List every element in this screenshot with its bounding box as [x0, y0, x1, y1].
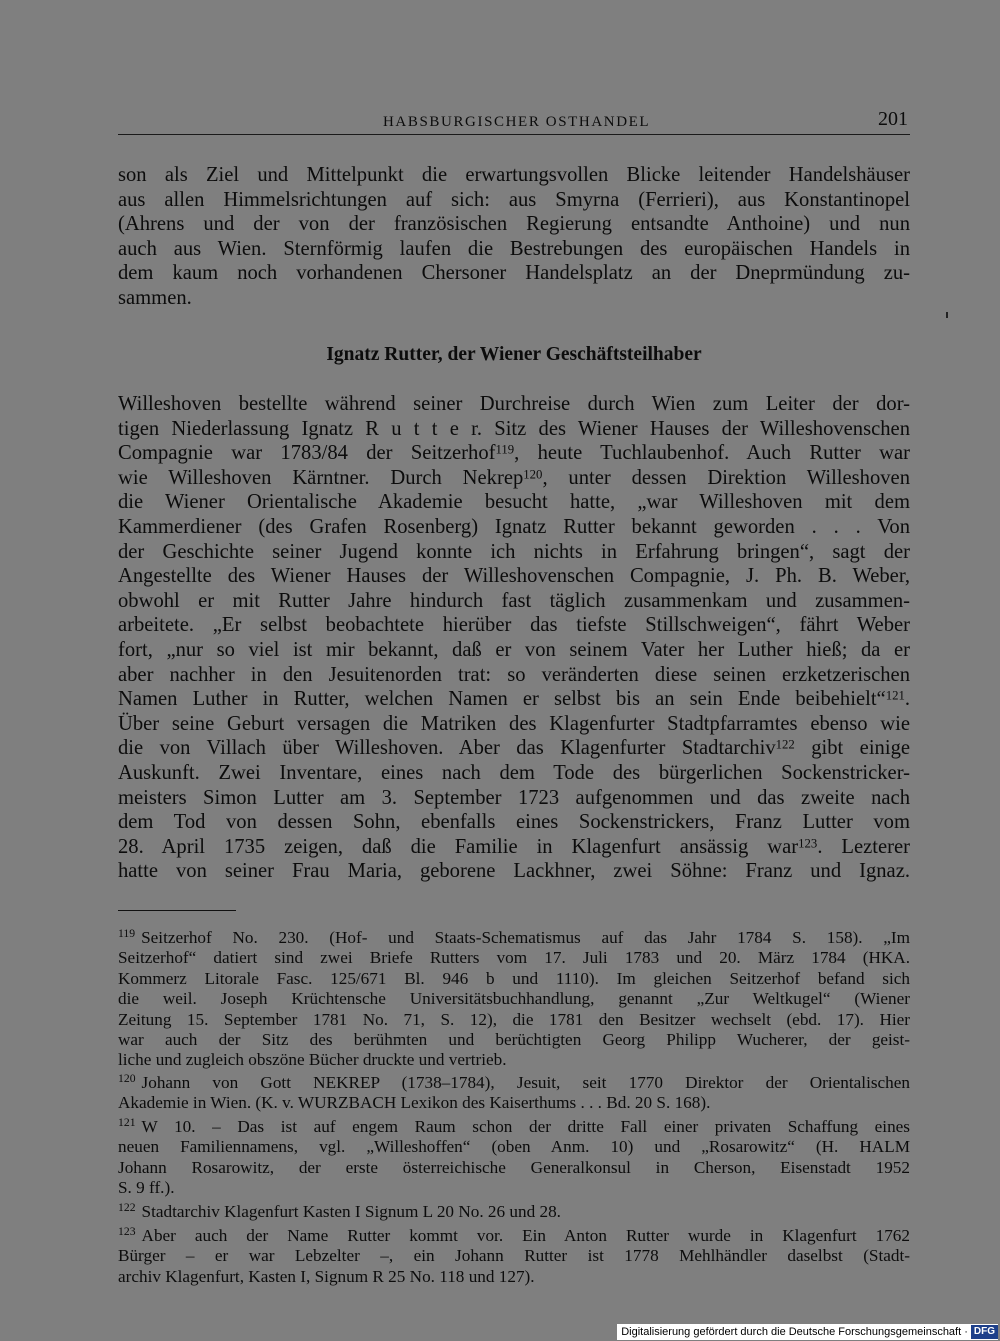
text-line: neuen Familiennamens, vgl. „Willeshoffen“ (oben Anm. 10) und „Rosarowitz“ (H. HALM: [118, 1137, 910, 1157]
text-line: $^{122}$ Stadtarchiv Klagenfurt Kasten I Signum L 20 No. 26 und 28.: [118, 1201, 561, 1221]
paragraph-continuation: [118, 163, 910, 311]
text-line: die Wiener Orientalische Akademie besucht hatte, „war Willeshoven mit dem: [118, 491, 910, 514]
footnote-ref: 122: [775, 737, 795, 752]
text-line: Johann Rosarowitz, der erste österreichische Generalkonsul in Cherson, Eisenstadt 1952: [118, 1157, 910, 1177]
text-line: dem Tod von dessen Sohn, ebenfalls eines Sockenstrickers, Franz Lutter vom: [118, 811, 910, 834]
text-line: obwohl er mit Rutter Jahre hindurch fast täglich zusammenkam und zusammen-: [118, 589, 910, 612]
footnote-120: [118, 1073, 910, 1114]
footnote-number: 121: [118, 1116, 136, 1130]
text-line: sammen.: [118, 286, 192, 309]
dfg-logo-icon: DFG: [971, 1325, 998, 1339]
footnote-123: [118, 1226, 910, 1287]
text-line: Zeitung 15. September 1781 No. 71, S. 12), die 1781 den Besitzer wechselt (ebd. 17). Hier: [118, 1009, 910, 1029]
text-line: fort, „nur so viel ist mir bekannt, daß er von seinem Vater her Luther hieß; da er: [118, 638, 910, 661]
text-line: die weil. Joseph Krüchtensche Universitätsbuchhandlung, genannt „Zur Weltkugel“ (Wiener: [118, 989, 910, 1009]
text-line: $^{123}$ Aber auch der Name Rutter kommt vor. Ein Anton Rutter wurde in Klagenfurt 1762: [118, 1225, 910, 1245]
footnote-rule: [118, 910, 236, 911]
text-line: Akademie in Wien. (K. v. WURZBACH Lexikon des Kaiserthums . . . Bd. 20 S. 168).: [118, 1093, 711, 1113]
footnote-122: [118, 1202, 910, 1222]
footnote-number: 123: [118, 1225, 136, 1239]
text-line: war auch der Sitz des berühmten und berüchtigten Georg Philipp Wucherer, der geist-: [118, 1030, 910, 1050]
text-line: Kammerdiener (des Grafen Rosenberg) Ignatz Rutter bekannt geworden . . . Von: [118, 515, 910, 538]
text-line: Willeshoven bestellte während seiner Durchreise durch Wien zum Leiter der dor-: [118, 393, 910, 415]
text-line: wie Willeshoven Kärntner. Durch Nekrep$^{120}$, unter dessen Direktion Willeshoven: [118, 466, 910, 489]
text-line: son als Ziel und Mittelpunkt die erwartungsvollen Blicke leitender Handelshäuser: [118, 164, 910, 186]
text-line: Namen Luther in Rutter, welchen Namen er selbst bis an sein Ende beibehielt“$^{121}$.: [118, 688, 910, 711]
text-line: aus allen Himmelsrichtungen auf sich: aus Smyrna (Ferrieri), aus Konstantinopel: [118, 188, 910, 211]
text-line: Bürger – er war Lebzelter –, ein Johann Rutter ist 1778 Mehlhändler daselbst (Stadt-: [118, 1246, 910, 1266]
text-line: dem kaum noch vorhandenen Chersoner Handelsplatz an der Dneprmündung zu-: [118, 262, 910, 285]
text-line: Auskunft. Zwei Inventare, eines nach dem Tode des bürgerlichen Sockenstricker-: [118, 761, 910, 784]
text-line: Kommerz Litorale Fasc. 125/671 Bl. 946 b und 1110). Im gleichen Seitzerhof befand sich: [118, 968, 910, 988]
text-line: $^{119}$ Seitzerhof No. 230. (Hof- und Staats-Schematismus auf das Jahr 1784 S. 158). „Im: [118, 927, 910, 947]
footnote-ref: 123: [798, 835, 818, 850]
footnote-121: [118, 1117, 910, 1199]
text-line: archiv Klagenfurt, Kasten I, Signum R 25 No. 118 und 127).: [118, 1266, 535, 1286]
footnote-number: 120: [118, 1072, 136, 1086]
text-line: auch aus Wien. Sternförmig laufen die Bestrebungen des europäischen Handels in: [118, 237, 910, 260]
text-line: liche und zugleich obszöne Bücher druckte und vertrieb.: [118, 1050, 507, 1070]
header-rule: [118, 134, 910, 135]
text-line: aber nachher in den Jesuitenorden trat: so veränderten diese seinen erzketzerischen: [118, 663, 910, 686]
running-header: [118, 108, 910, 134]
funding-credit-text: Digitalisierung gefördert durch die Deutsche Forschungsgemeinschaft ·: [621, 1326, 968, 1338]
paragraph-main: [118, 392, 910, 884]
text-line: hatte von seiner Frau Maria, geborene Lackhner, zwei Söhne: Franz und Ignaz.: [118, 860, 910, 883]
text-line: Compagnie war 1783/84 der Seitzerhof$^{119}$, heute Tuchlaubenhof. Auch Rutter war: [118, 442, 910, 465]
text-line: Angestellte des Wiener Hauses der Willeshovenschen Compagnie, J. Ph. B. Weber,: [118, 565, 910, 588]
text-line: S. 9 ff.).: [118, 1178, 175, 1198]
page-number: 201: [878, 108, 908, 130]
text-line: die von Villach über Willeshoven. Aber das Klagenfurter Stadtarchiv$^{122}$ gibt einige: [118, 737, 911, 760]
footnote-number: 119: [118, 927, 136, 941]
margin-mark: [946, 312, 948, 318]
footnote-119: [118, 928, 910, 1071]
footnote-ref: 119: [495, 442, 515, 457]
text-line: (Ahrens und der von der französischen Regierung entsandte Anthoine) und nun: [118, 213, 910, 236]
running-title: HABSBURGISCHER OSTHANDEL: [383, 114, 651, 130]
text-line: Über seine Geburt versagen die Matriken des Klagenfurter Stadtpfarramtes ebenso wie: [118, 712, 910, 735]
text-line: der Geschichte seiner Jugend konnte ich nichts in Erfahrung bringen“, sagt der: [118, 540, 910, 563]
funding-credit: [617, 1324, 998, 1340]
text-line: tigen Niederlassung Ignatz R u t t e r. Sitz des Wiener Hauses der Willeshovenschen: [118, 417, 910, 440]
footnote-ref: 120: [523, 467, 543, 482]
text-line: meisters Simon Lutter am 3. September 1723 aufgenommen und das zweite nach: [118, 786, 910, 809]
text-line: arbeitete. „Er selbst beobachtete hierüber das tiefste Stillschweigen“, fährt Weber: [118, 614, 910, 637]
footnote-number: 122: [118, 1201, 136, 1215]
text-line: $^{121}$ W 10. – Das ist auf engem Raum schon der dritte Fall einer privaten Schaffung eines: [118, 1116, 910, 1136]
text-line: $^{120}$ Johann von Gott NEKREP (1738–1784), Jesuit, seit 1770 Direktor der Orientalischen: [118, 1072, 910, 1092]
text-line: Seitzerhof“ datiert sind zwei Briefe Rutters vom 17. Juli 1783 und 20. März 1784 (HKA.: [118, 948, 910, 968]
footnote-ref: 121: [885, 688, 905, 703]
section-heading: Ignatz Rutter, der Wiener Geschäftsteilhaber: [326, 344, 702, 365]
text-line: 28. April 1735 zeigen, daß die Familie in Klagenfurt ansässig war$^{123}$. Lezterer: [118, 835, 910, 858]
